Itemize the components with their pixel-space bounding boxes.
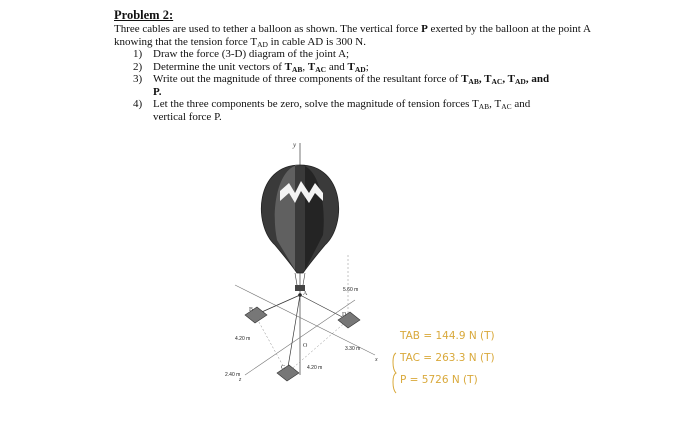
task-text-end: vertical force P. (153, 110, 222, 123)
tension-t: T (484, 73, 492, 86)
task-item-3 (133, 73, 603, 98)
sep: , T (489, 98, 502, 111)
force-p: P. (153, 85, 162, 98)
sep: , (502, 73, 508, 86)
task-text: Write out the magnitude of three components of the resultant force of (153, 73, 462, 86)
intro-sub-ad: AD (257, 40, 268, 50)
dim-2-40: 2.40 m (225, 372, 241, 378)
answer-tac: TAC = 263.3 N (T) (400, 352, 495, 364)
label-c: C (281, 365, 286, 371)
cable-ad (300, 295, 348, 320)
task-list (133, 48, 603, 124)
label-o: O (303, 343, 308, 349)
task-number: 1) (133, 48, 143, 60)
label-d: D (342, 312, 347, 318)
dim-4-20-left: 4.20 m (235, 336, 251, 342)
tension-t: T (507, 73, 515, 86)
answer-tab: TAB = 144.9 N (T) (400, 330, 495, 342)
dim-4-20-right: 4.20 m (307, 365, 323, 371)
intro-text-c: in cable AD is 300 N. (267, 36, 366, 49)
tension-t: T (284, 60, 292, 73)
answer-p: P = 5726 N (T) (400, 374, 478, 386)
tension-t: T (307, 60, 316, 73)
task-number: 2) (133, 60, 143, 73)
dim-5-60: 5.60 m (343, 287, 359, 293)
task-number: 4) (133, 98, 143, 111)
label-b: B (249, 307, 254, 313)
sub-ab: AB (292, 64, 303, 74)
y-axis-label: y (293, 141, 297, 149)
sub-ab: AB (468, 77, 479, 87)
task-text: Draw the force (3-D) diagram of the joint A; (153, 48, 350, 60)
sep: , (302, 60, 308, 73)
brace-mark (393, 353, 396, 393)
dim-3-30: 3.30 m (345, 346, 361, 352)
task-item-4 (133, 98, 603, 123)
intro-text-a: Three cables are used to tether a balloon as shown. The vertical force (114, 23, 422, 35)
tension-t: T (347, 60, 355, 73)
sub-ac: AC (501, 102, 512, 112)
intro-text-b: exerted by the balloon at the point A knowing that the tension force T (114, 23, 591, 49)
problem-intro (114, 23, 594, 49)
sub-ad: AD (515, 77, 526, 87)
task-item-1 (133, 48, 603, 61)
sep: , (478, 73, 485, 86)
cable-ac (287, 295, 300, 373)
sep: , and (525, 73, 550, 86)
task-number: 3) (133, 73, 143, 86)
sub-ac: AC (491, 77, 503, 87)
label-a: A (303, 291, 308, 297)
sub-ac: AC (315, 64, 327, 74)
sub-ad: AD (354, 64, 366, 74)
sep: ; (365, 60, 369, 73)
label-x: x (375, 357, 378, 363)
basket-rope (303, 273, 305, 285)
task-text: Determine the unit vectors of (153, 60, 285, 73)
sep: and (326, 60, 348, 73)
label-z: z (239, 377, 242, 383)
intro-force-p: P (421, 23, 428, 35)
tension-t: T (461, 73, 469, 86)
sub-ab: AB (478, 102, 490, 112)
task-text: Let the three components be zero, solve the magnitude of tension forces T (153, 98, 479, 111)
basket-rope (295, 273, 297, 285)
sep: and (511, 98, 531, 111)
task-item-2 (133, 61, 603, 74)
balloon-envelope (261, 165, 338, 273)
problem-title: Problem 2: (114, 8, 174, 22)
